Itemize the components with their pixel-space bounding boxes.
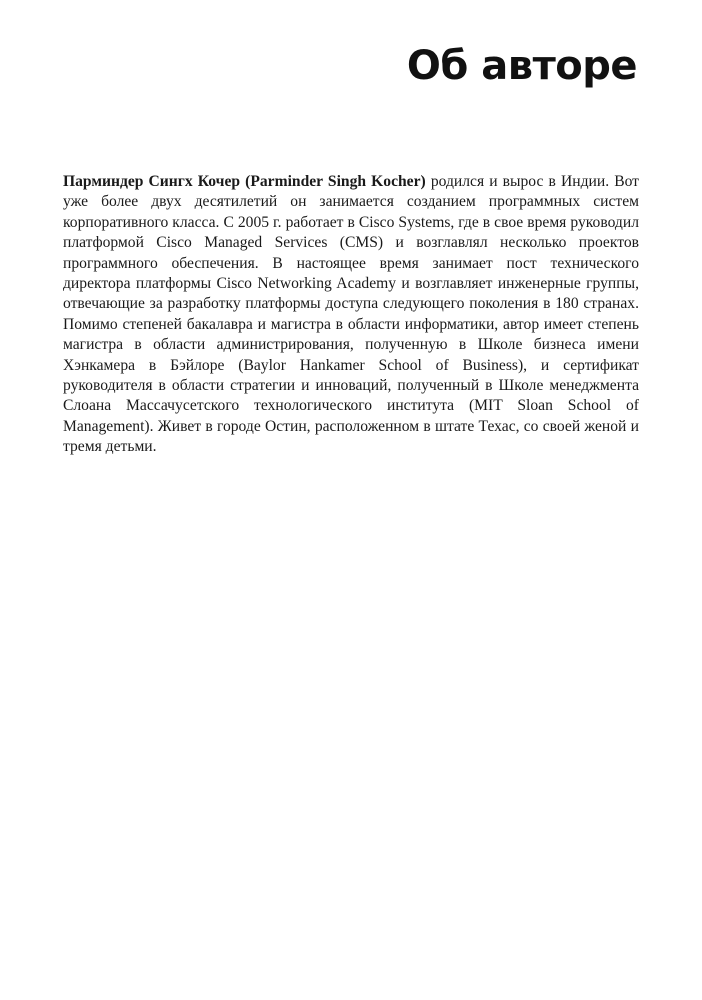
author-bio-text: родился и вырос в Индии. Вот уже более двух десятилетий он занимается созданием программных систем корпоративного класса. С 2005 г. работает в Cisco Systems, где в свое время руководил платформой Cisco Managed Services (CMS) и возглавлял несколько проектов программного обеспечения. В настоящее время занимает пост технического директора платформы Cisco Networking Academy и возглавляет инженерные группы, отвечающие за разработку платформы доступа следующего поколения в 180 странах. Помимо степеней бакалавра и магистра в области информатики, автор имеет степень магистра в области администрирования, полученную в Школе бизнеса имени Хэнкамера в Бэйлоре (Baylor Hankamer School of Business), и сертификат руководителя в области стратегии и инноваций, полученный в Школе менеджмента Слоана Массачусетского технологического института (MIT Sloan School of Management). Живет в городе Остин, расположенном в штате Техас, со своей женой и тремя детьми. xyxy=(63,173,639,456)
chapter-title: Об авторе xyxy=(406,43,637,89)
author-bio-paragraph xyxy=(63,172,639,458)
author-name: Парминдер Сингх Кочер (Parminder Singh Kocher) xyxy=(63,173,426,190)
